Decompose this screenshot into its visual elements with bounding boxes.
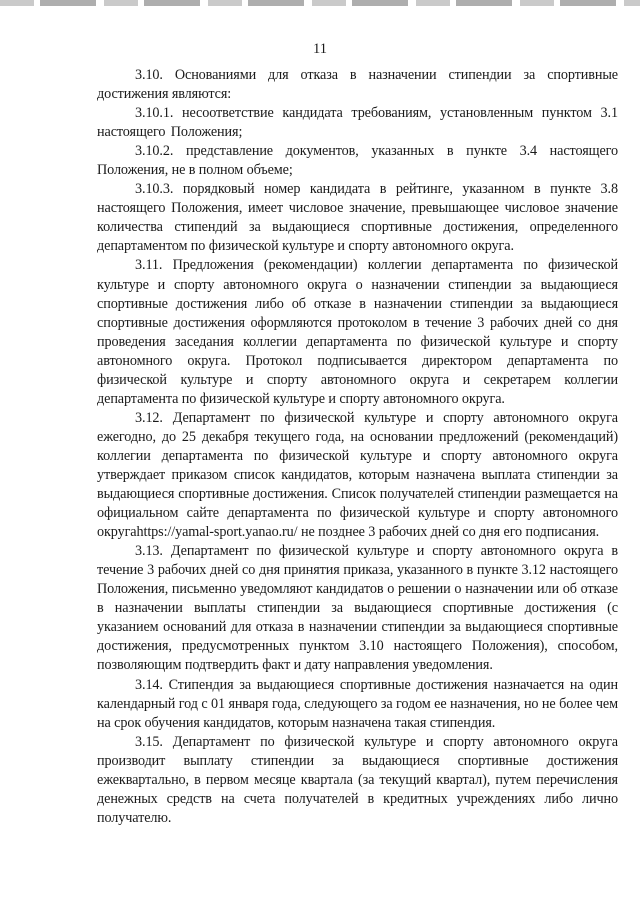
paragraph-3-15: 3.15. Департамент по физической культуре и спорту автономного округа производит выплату стипендии за выдающиеся спортивные достижения ежеквартально, в первом месяце квартала (за текущий квартал), путем перечисления денежных средств на счета получателей в кредитных учреждениях либо лично получателю.	[97, 733, 618, 826]
page-number: 11	[313, 41, 327, 57]
paragraph-3-10-3: 3.10.3. порядковый номер кандидата в рейтинге, указанном в пункте 3.8 настоящего Положения, имеет числовое значение, превышающее числовое значение количества стипендий за выдающиеся спортивные достижения, определенного департаментом по физической культуре и спорту автономного округа.	[97, 181, 618, 255]
paragraph-3-12: 3.12. Департамент по физической культуре и спорту автономного округа ежегодно, до 25 декабря текущего года, на основании предложений (рекомендаций) коллегии департамента по физической культуре и спорту автономного округа утверждает приказом список кандидатов, которым назначена выплата стипендии за выдающиеся спортивные достижения. Список получателей стипендии размещается на официальном сайте департамента по физической культуре и спорту автономного округаhttps://yamal-sport.yanao.ru/ не позднее 3 рабочих дней со дня его подписания.	[97, 409, 618, 541]
paragraph-3-11: 3.11. Предложения (рекомендации) коллегии департамента по физической культуре и спорту автономного округа о назначении стипендии за выдающиеся спортивные достижения либо об отказе в назначении стипендии за выдающиеся спортивные достижения оформляются протоколом в течение 3 рабочих дней со дня проведения заседания коллегии департамента по физической культуре и спорту автономного округа. Протокол подписывается директором департамента по физической культуре и спорту автономного округа и секретарем коллегии департамента по физической культуре и спорту автономного округа.	[97, 257, 618, 407]
paragraph-3-10-2: 3.10.2. представление документов, указанных в пункте 3.4 настоящего Положения, не в полном объеме;	[97, 143, 618, 179]
paragraph-3-14: 3.14. Стипендия за выдающиеся спортивные достижения назначается на один календарный год с 01 января года, следующего за годом ее назначения, но не более чем на срок обучения кандидатов, которым назначена такая стипендия.	[97, 676, 618, 731]
paragraph-3-10: 3.10. Основаниями для отказа в назначении стипендии за спортивные достижения являются:	[97, 67, 618, 103]
scan-edge-artifact	[0, 0, 640, 6]
paragraph-3-10-1: 3.10.1. несоответствие кандидата требованиям, установленным пунктом 3.1 настоящего Положения;	[97, 105, 618, 141]
paragraph-3-13: 3.13. Департамент по физической культуре и спорту автономного округа в течение 3 рабочих дней со дня принятия приказа, указанного в пункте 3.12 настоящего Положения, письменно уведомляют кандидатов о решении о назначении или об отказе в назначении выплаты стипендии за выдающиеся спортивные достижения (с указанием оснований для отказа в назначении стипендии за выдающиеся спортивные достижения, предусмотренных пунктом 3.10 настоящего Положения), способом, позволяющим подтвердить факт и дату направления уведомления.	[97, 543, 618, 674]
document-body	[97, 66, 618, 828]
